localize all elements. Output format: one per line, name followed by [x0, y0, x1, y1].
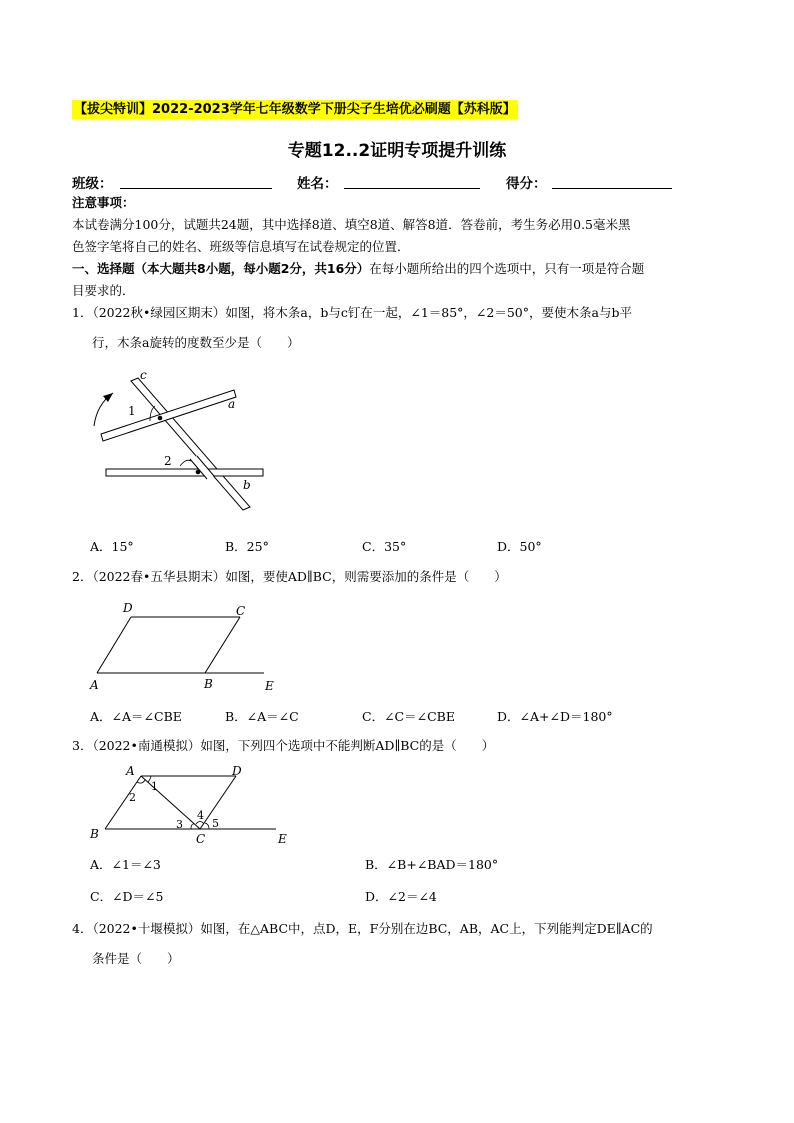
label-angle-2: 2 [129, 791, 136, 804]
question-3-option-b[interactable]: B．∠B+∠BAD＝180° [365, 857, 499, 872]
section-heading-line [72, 258, 724, 280]
label-angle-4: 4 [197, 809, 204, 822]
label-c: c [140, 368, 147, 382]
score-label: 得分： [506, 176, 547, 192]
label-a: A [126, 764, 135, 778]
label-c: C [236, 604, 246, 618]
label-d: D [123, 601, 133, 615]
banner: 【拔尖特训】2022-2023学年七年级数学下册尖子生培优必刷题【苏科版】 [74, 102, 516, 117]
question-1-figure [80, 365, 280, 515]
nail-dot [196, 470, 201, 475]
label-angle-3: 3 [176, 818, 183, 831]
segment-cb [205, 617, 240, 673]
label-b: B [90, 827, 99, 841]
question-2-option-d[interactable]: D．∠A+∠D＝180° [497, 709, 613, 724]
question-4 [72, 914, 724, 974]
question-1-option-b[interactable]: B．25° [225, 539, 269, 554]
label-angle-1: 1 [128, 404, 136, 418]
question-3-option-d[interactable]: D．∠2＝∠4 [365, 889, 437, 904]
question-3-option-a[interactable]: A．∠1＝∠3 [90, 857, 161, 872]
page-title: 专题12..2证明专项提升训练 [287, 141, 507, 161]
question-3-figure [85, 762, 295, 846]
segment-ac [141, 776, 200, 829]
question-2-option-b[interactable]: B．∠A＝∠C [225, 709, 299, 724]
question-1 [72, 298, 724, 358]
notice-heading: 注意事项： [72, 195, 135, 210]
question-3-option-c[interactable]: C．∠D＝∠5 [90, 889, 164, 904]
section-instruction: 在每小题所给出的四个选项中，只有一项是符合题 [369, 261, 645, 276]
nail-dot [158, 416, 163, 421]
question-3-line-1: 3．（2022•南通模拟）如图，下列四个选项中不能判断AD∥BC的是（ ） [72, 738, 495, 753]
section-instruction-2: 目要求的． [72, 283, 135, 298]
class-label: 班级： [72, 176, 113, 192]
label-angle-2: 2 [164, 454, 172, 468]
label-b: B [204, 677, 213, 691]
question-2-option-a[interactable]: A．∠A＝∠CBE [90, 709, 182, 724]
question-1-option-d[interactable]: D．50° [497, 539, 542, 554]
label-d: D [232, 764, 242, 778]
angle-arc [205, 823, 209, 829]
notice-block [72, 192, 724, 302]
label-b: b [243, 478, 251, 492]
question-2 [72, 562, 724, 592]
question-4-line-1: 4．（2022•十堰模拟）如图，在△ABC中，点D，E，F分别在边BC，AB，AC上，下列能判定DE∥AC的 [72, 921, 653, 936]
notice-line-1: 本试卷满分100分，试题共24题，其中选择8道、填空8道、解答8道．答卷前，考生务必用0.5毫米黑 [72, 217, 631, 232]
question-1-option-a[interactable]: A．15° [90, 539, 134, 554]
question-1-line-2: 行，木条a旋转的度数至少是（ ） [92, 335, 300, 350]
question-3 [72, 731, 724, 761]
name-field [344, 188, 480, 189]
class-field [120, 188, 272, 189]
label-a: a [228, 397, 236, 411]
label-e: E [265, 679, 274, 693]
question-4-line-2: 条件是（ ） [92, 951, 180, 966]
angle-2-arc [180, 460, 191, 466]
label-a: A [90, 678, 99, 692]
score-field [552, 188, 672, 189]
question-1-line-1: 1．（2022秋•绿园区期末）如图，将木条a，b与c钉在一起，∠1＝85°，∠2＝50°，要使木条a与b平 [72, 305, 632, 320]
question-1-option-c[interactable]: C．35° [362, 539, 407, 554]
section-heading: 一、选择题（本大题共8小题，每小题2分，共16分） [72, 261, 370, 276]
label-angle-5: 5 [212, 817, 219, 830]
label-c: C [196, 832, 206, 846]
segment-ad [97, 617, 131, 673]
question-2-figure [85, 598, 285, 694]
label-angle-1: 1 [151, 780, 158, 793]
stick-a [101, 390, 236, 441]
question-2-line-1: 2．（2022春•五华县期末）如图，要使AD∥BC，则需要添加的条件是（ ） [72, 569, 507, 584]
name-label: 姓名： [297, 176, 338, 192]
question-2-option-c[interactable]: C．∠C＝∠CBE [362, 709, 455, 724]
label-e: E [278, 832, 287, 846]
stick-b [106, 469, 263, 476]
notice-line-2: 色签字笔将自己的姓名、班级等信息填写在试卷规定的位置． [72, 239, 410, 254]
